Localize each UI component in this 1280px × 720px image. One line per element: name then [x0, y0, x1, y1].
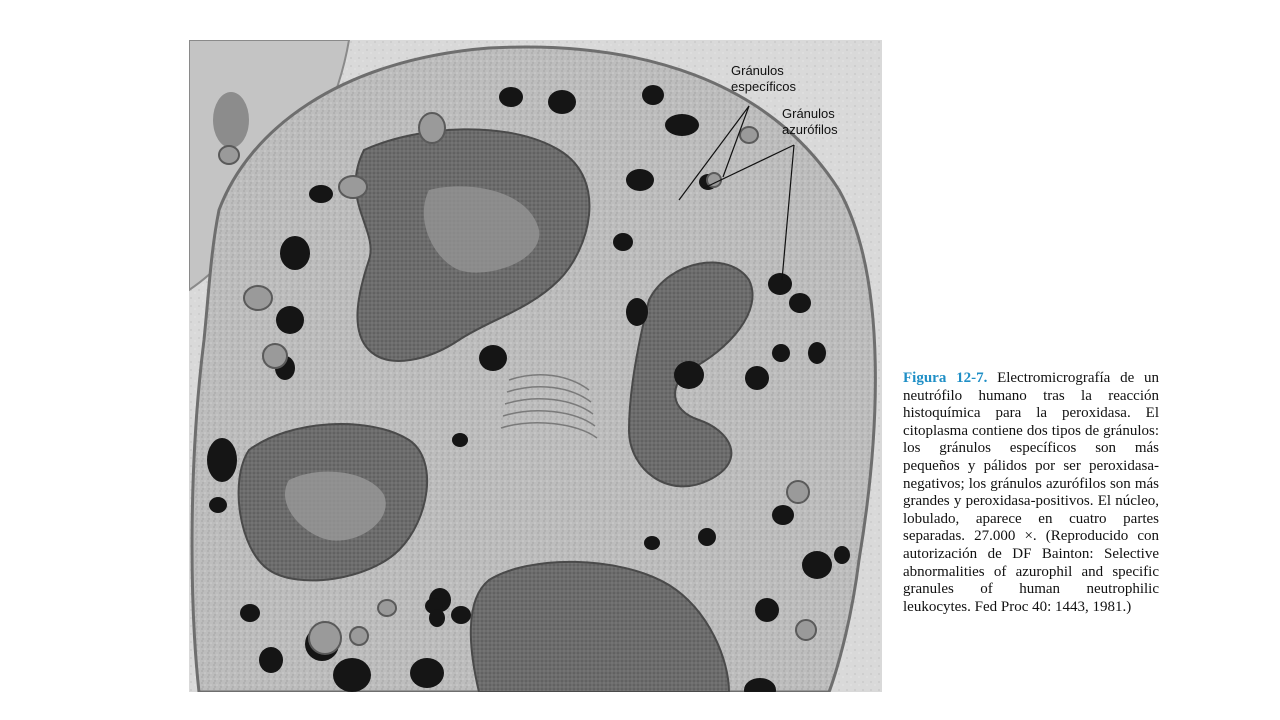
label-especificos-line-1: Gránulos	[731, 63, 784, 78]
caption-text: Electromicrografía de un neutrófilo humano tras la reacción histoquímica para la peroxidasa. El citoplasma contiene dos tipos de gránulos: los gránulos específicos son más pequeños y pálidos por ser peroxidasa-negativos; los gránulos azurófilos son más grandes y peroxidasa-positivos. El núcleo, lobulado, aparece en cuatro partes separadas. 27.000 ×. (Reproducido con autorización de DF Bainton: Selective abnormalities of azurophil and specific granules of human neutrophilic leukocytes. Fed Proc 40: 1443, 1981.)	[903, 370, 1159, 615]
neighbor-organelle	[213, 92, 249, 148]
figure-caption	[903, 370, 1159, 616]
label-azurofilos-line-1: Gránulos	[782, 106, 835, 121]
label-granulos-especificos	[731, 63, 796, 95]
label-granulos-azurofilos	[782, 106, 838, 138]
label-especificos-line-2: específicos	[731, 79, 797, 94]
label-azurofilos-line-2: azurófilos	[782, 122, 838, 137]
electron-micrograph	[189, 40, 882, 692]
neutrophil-image	[189, 40, 882, 692]
figure-number: Figura 12-7.	[903, 370, 988, 386]
